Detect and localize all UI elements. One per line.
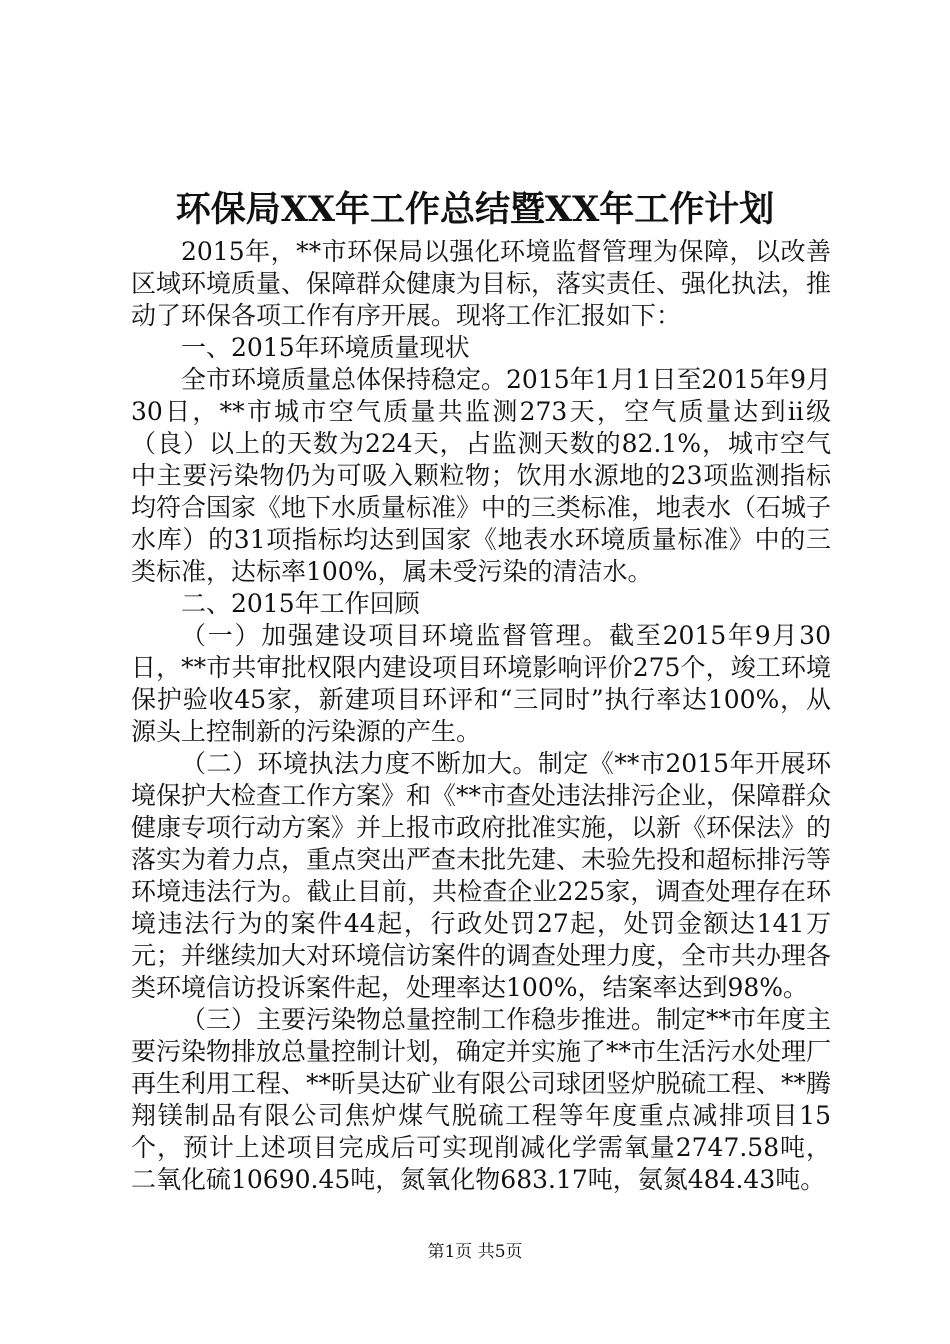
document-body [131, 236, 831, 1196]
environment-status-paragraph: 全市环境质量总体保持稳定。2015年1月1日至2015年9月30日，**市城市空气质量共监测273天，空气质量达到ii级（良）以上的天数为224天，占监测天数的82.1%，城市空气中主要污染物仍为可吸入颗粒物；饮用水源地的23项监测指标均符合国家《地下水质量标准》中的三类标准，地表水（石城子水库）的31项指标均达到国家《地表水环境质量标准》中的三类标准，达标率100%，属未受污染的清洁水。 [131, 365, 832, 586]
work-review-item-1: （一）加强建设项目环境监督管理。截至2015年9月30日，**市共审批权限内建设项目环境影响评价275个，竣工环境保护验收45家，新建项目环评和“三同时”执行率达100%，从源头上控制新的污染源的产生。 [131, 621, 831, 746]
section-heading-environment-status: 一、2015年环境质量现状 [181, 333, 470, 362]
section-heading-work-review: 二、2015年工作回顾 [181, 589, 420, 618]
document-title: 环保局XX年工作总结暨XX年工作计划 [175, 189, 775, 230]
intro-paragraph: 2015年，**市环保局以强化环境监督管理为保障，以改善区域环境质量、保障群众健康为目标，落实责任、强化执法，推动了环保各项工作有序开展。现将工作汇报如下： [131, 237, 832, 330]
work-review-item-3: （三）主要污染物总量控制工作稳步推进。制定**市年度主要污染物排放总量控制计划，确定并实施了**市生活污水处理厂再生利用工程、**昕昊达矿业有限公司球团竖炉脱硫工程、**腾翔镁制品有限公司焦炉煤气脱硫工程等年度重点减排项目15个，预计上述项目完成后可实现削减化学需氧量2747.58吨，二氧化硫10690.45吨，氮氧化物683.17吨，氨氮484.43吨。 [131, 1005, 832, 1194]
work-review-item-2: （二）环境执法力度不断加大。制定《**市2015年开展环境保护大检查工作方案》和《**市查处违法排污企业，保障群众健康专项行动方案》并上报市政府批准实施，以新《环保法》的落实为着力点，重点突出严查未批先建、未验先投和超标排污等环境违法行为。截止目前，共检查企业225家，调查处理存在环境违法行为的案件44起，行政处罚27起，处罚金额达141万元；并继续加大对环境信访案件的调查处理力度，全市共办理各类环境信访投诉案件起，处理率达100%，结案率达到98%。 [131, 749, 832, 1002]
page-number-footer: 第1页 共5页 [427, 1242, 523, 1262]
